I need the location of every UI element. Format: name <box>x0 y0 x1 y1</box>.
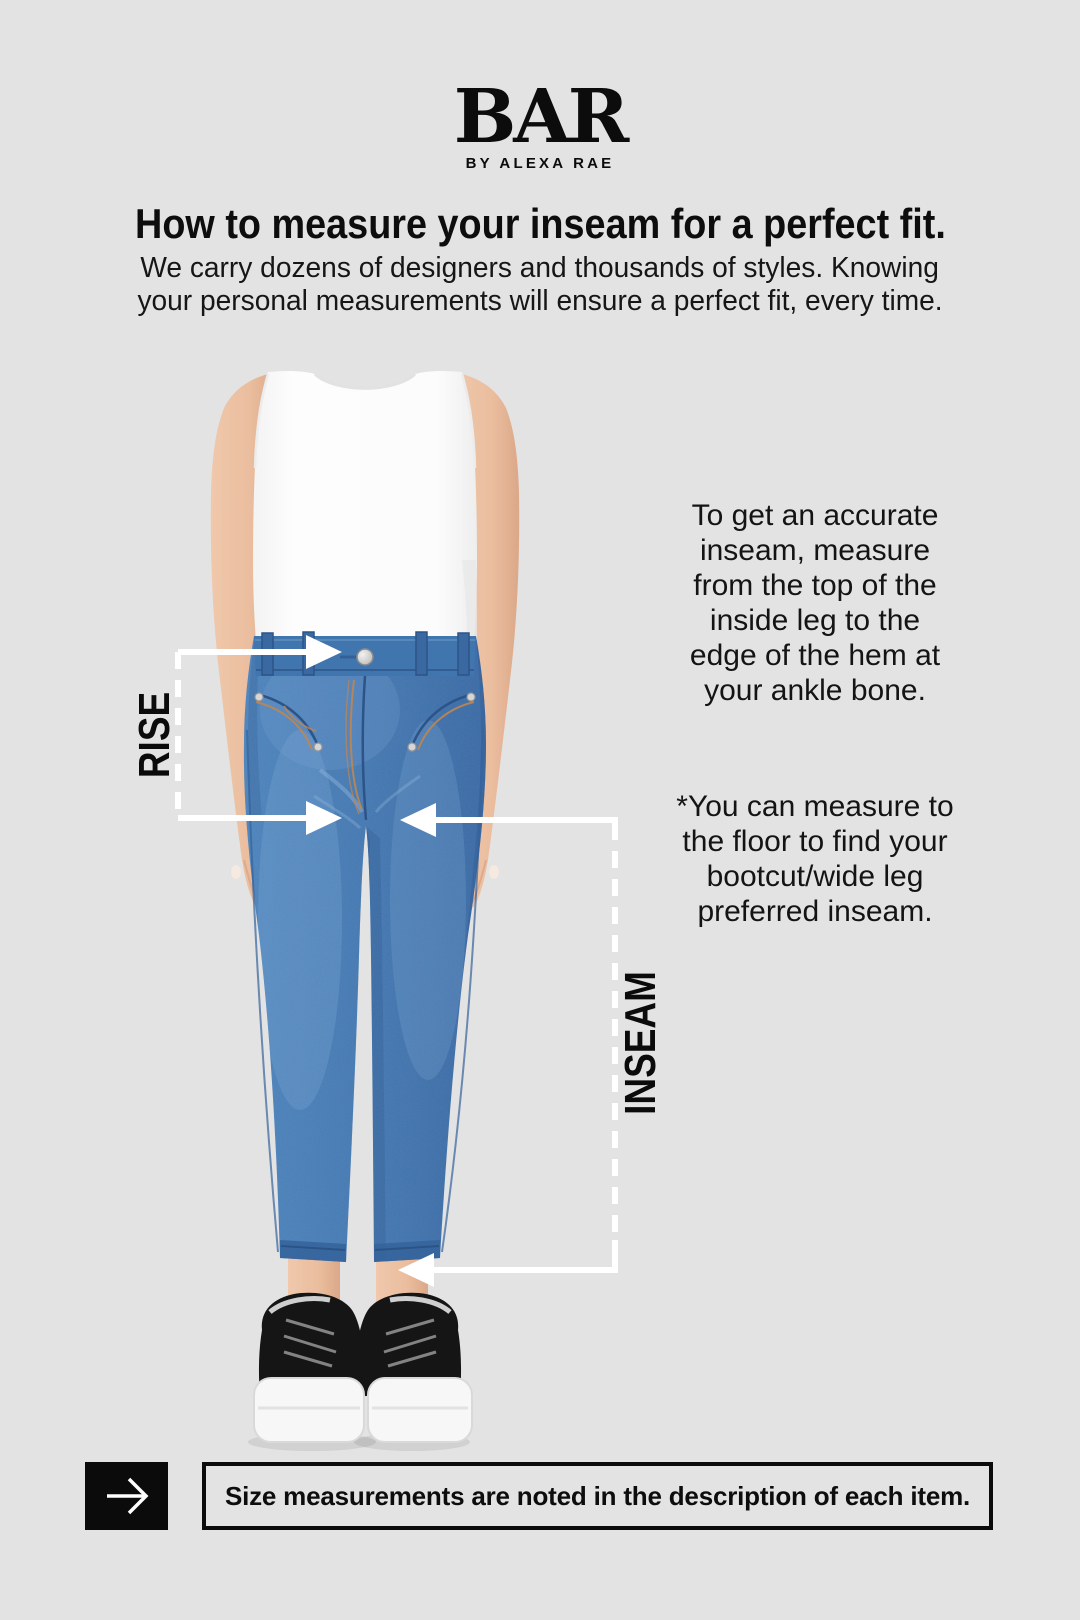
page-title-text: How to measure your inseam for a perfect fit. <box>134 200 946 247</box>
note-line: from the top of the <box>693 569 937 602</box>
inseam-label: INSEAM <box>616 971 665 1115</box>
note-line: inseam, measure <box>699 534 931 567</box>
size-note-box <box>202 1462 993 1530</box>
page-title <box>0 201 1080 247</box>
note-line: preferred inseam. <box>697 895 933 928</box>
brand-tagline: BY ALEXA RAE <box>465 155 615 172</box>
next-arrow-button[interactable] <box>85 1462 168 1530</box>
note-line: *You can measure to <box>676 790 954 823</box>
note-line: edge of the hem at <box>689 639 941 672</box>
brand-logo: BAR <box>453 74 627 160</box>
note-line: your ankle bone. <box>704 674 926 707</box>
accurate-inseam-note <box>635 498 995 708</box>
arrow-right-icon <box>101 1473 153 1519</box>
subtitle-line: We carry dozens of designers and thousands of styles. Knowing <box>140 252 940 284</box>
note-line: the floor to find your <box>682 825 948 858</box>
note-line: To get an accurate <box>691 499 939 532</box>
note-line: inside leg to the <box>709 604 921 637</box>
size-note-text: Size measurements are noted in the description of each item. <box>224 1480 971 1511</box>
rise-label: RISE <box>130 691 179 779</box>
page-subtitle <box>0 252 1080 318</box>
note-line: bootcut/wide leg <box>706 860 924 893</box>
subtitle-line: your personal measurements will ensure a perfect fit, every time. <box>137 285 943 317</box>
rise-bracket <box>178 635 342 835</box>
inseam-bracket <box>398 803 618 1287</box>
floor-measure-note <box>635 789 995 929</box>
